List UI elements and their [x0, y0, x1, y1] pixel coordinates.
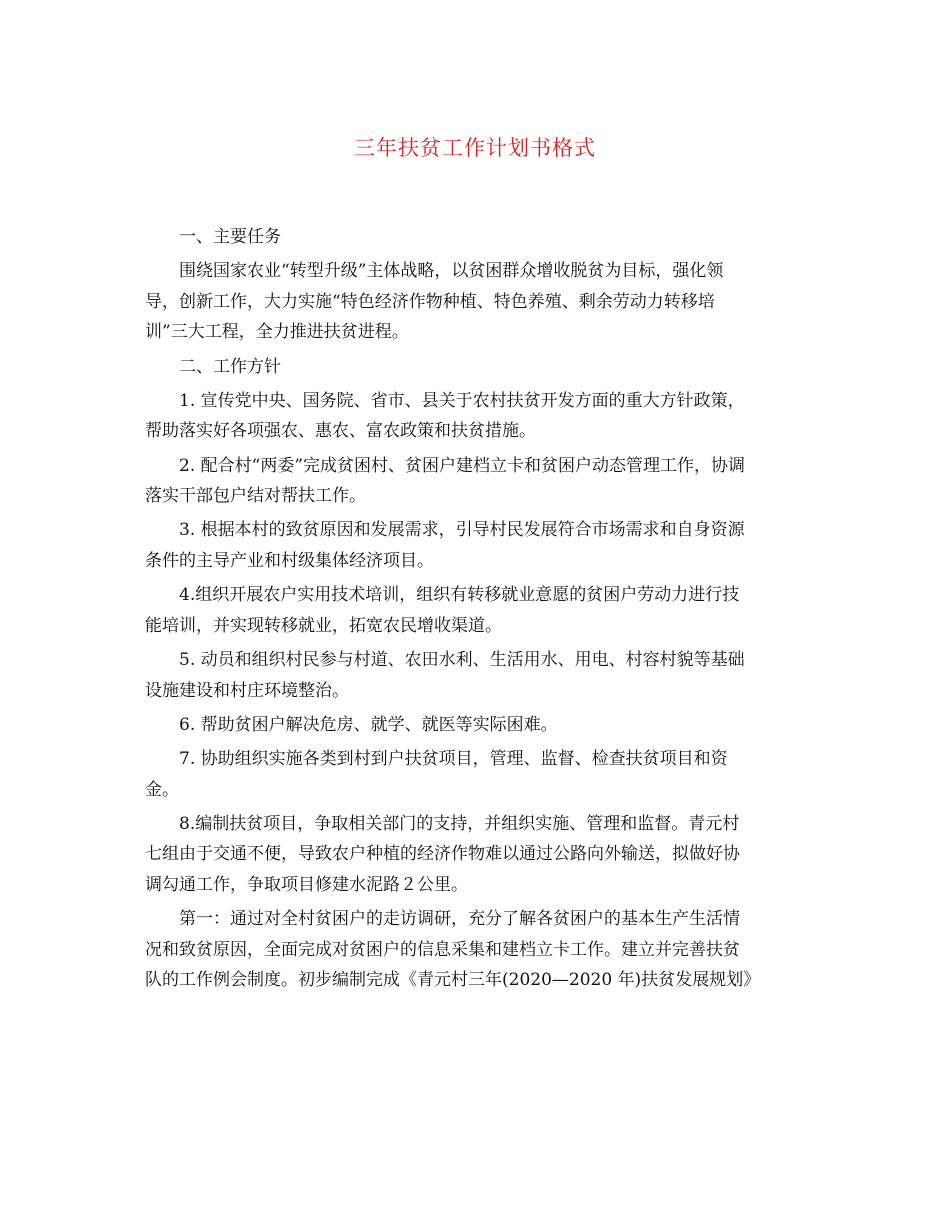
section-heading-work-policy: 二、工作方针 — [179, 356, 281, 377]
paragraph-main-tasks: 围绕国家农业“转型升级”主体战略，以贫困群众增收脱贫为目标，强化领 导，创新工作，大力实施“特色经济作物种植、特色养殖、剩余劳动力转移培 训”三大工程，全力推进扶贫进程。 — [145, 261, 724, 343]
policy-item-6: 6. 帮助贫困户解决危房、就学、就医等实际困难。 — [179, 714, 558, 735]
policy-item-3: 3. 根据本村的致贫原因和发展需求，引导村民发展符合市场需求和自身资源 条件的主导产业和村级集体经济项目。 — [145, 520, 745, 571]
policy-item-8: 8.编制扶贫项目，争取相关部门的支持，并组织实施、管理和监督。青元村 七组由于交通不便，导致农户种植的经济作物难以通过公路向外输送，拟做好协 调勾通工作，争取项目修建水泥路２公里。 — [145, 813, 740, 895]
document-title: 三年扶贫工作计划书格式 — [354, 136, 596, 160]
policy-item-1: 1. 宣传党中央、国务院、省市、县关于农村扶贫开发方面的重大方针政策， 帮助落实好各项强农、惠农、富农政策和扶贫措施。 — [145, 390, 745, 442]
policy-item-7: 7. 协助组织实施各类到村到户扶贫项目，管理、监督、检查扶贫项目和资 金。 — [145, 749, 728, 800]
policy-item-4: 4.组织开展农户实用技术培训，组织有转移就业意愿的贫困户劳动力进行技 能培训，并实现转移就业，拓宽农民增收渠道。 — [145, 585, 740, 636]
policy-item-5: 5. 动员和组织村民参与村道、农田水利、生活用水、用电、村容村貌等基础 设施建设和村庄环境整治。 — [145, 650, 745, 701]
policy-item-2: 2. 配合村“两委”完成贫困村、贫困户建档立卡和贫困户动态管理工作，协调 落实干部包户结对帮扶工作。 — [145, 455, 746, 507]
section-heading-main-tasks: 一、主要任务 — [179, 227, 281, 247]
document-body — [145, 222, 810, 1000]
paragraph-first-step: 第一：通过对全村贫困户的走访调研，充分了解各贫困户的基本生产生活情 况和致贫原因，全面完成对贫困户的信息采集和建档立卡工作。建立并完善扶贫 队的工作例会制度。初步编制完成《青元村三年(2020—2020 年)扶贫发展规划》 — [145, 909, 761, 991]
